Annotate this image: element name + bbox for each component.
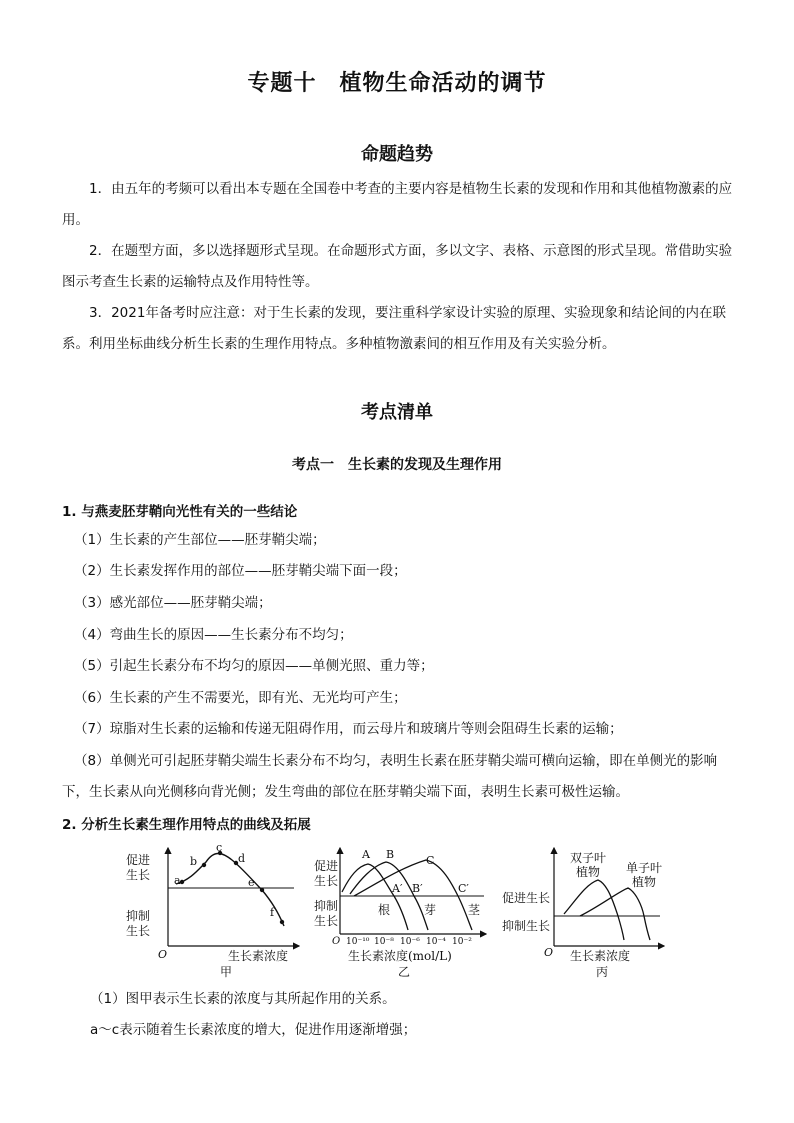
conclusion-item: （2）生长素发挥作用的部位——胚芽鞘尖端下面一段； (74, 563, 407, 579)
y-label: 促进 (314, 859, 339, 873)
curve-label: 单子叶 (626, 861, 663, 875)
figure-caption: 丙 (596, 965, 609, 979)
conclusion-item: （5）引起生长素分布不均匀的原因——单侧光照、重力等； (74, 658, 434, 674)
origin-label: O (544, 946, 554, 959)
peak-label: C (426, 854, 435, 867)
y-label: 促进生长 (502, 891, 551, 905)
point-label: b (190, 855, 198, 868)
point-b (202, 863, 206, 867)
y-label: 抑制 (314, 899, 339, 913)
peak-label: B (386, 848, 395, 861)
y-label: 抑制 (126, 909, 151, 923)
conclusion-item: （7）琼脂对生长素的运输和传递无阻碍作用，而云母片和玻璃片等则会阻碍生长素的运输； (74, 721, 623, 737)
curve-label: 植物 (576, 865, 601, 879)
tick-label: 10⁻⁶ (400, 937, 420, 947)
checklist-heading: 考点清单 (361, 402, 433, 423)
y-label: 抑制生长 (502, 919, 551, 933)
x-label: 生长素浓度 (228, 949, 289, 963)
point-f (280, 920, 284, 924)
figure-caption: 乙 (398, 965, 411, 979)
figure-note: （1）图甲表示生长素的浓度与其所起作用的关系。 (90, 991, 396, 1007)
conclusion-item: （8）单侧光可引起胚芽鞘尖端生长素分布不均匀，表明生长素在胚芽鞘尖端可横向运输，即在单侧光的影响下，生长素从向光侧移向背光侧；发生弯曲的部位在胚芽鞘尖端下面，表明生长素可极性运输。 (62, 753, 718, 800)
conclusion-item: （6）生长素的产生不需要光，即有光、无光均可产生； (74, 690, 407, 706)
tick-label: 10⁻⁸ (374, 937, 394, 947)
trend-paragraph: 1．由五年的考频可以看出本专题在全国卷中考查的主要内容是植物生长素的发现和作用和其他植物激素的应用。 (62, 181, 733, 228)
organ-label: 芽 (424, 903, 437, 917)
page-title: 专题十 植物生命活动的调节 (247, 71, 547, 96)
tick-label: 10⁻¹⁰ (346, 937, 370, 947)
conclusion-item: （4）弯曲生长的原因——生长素分布不均匀； (74, 627, 353, 643)
point-label: e (248, 876, 255, 889)
x-label: 生长素浓度(mol/L) (348, 949, 452, 963)
curve-label: 双子叶 (570, 851, 607, 865)
origin-label: O (158, 948, 168, 961)
x-label: 生长素浓度 (570, 949, 631, 963)
tick-label: 10⁻² (452, 937, 472, 947)
conclusion-item: （1）生长素的产生部位——胚芽鞘尖端； (74, 532, 326, 548)
figure-bing (502, 848, 664, 979)
crossing-label: A′ (392, 882, 403, 895)
figure-caption: 甲 (220, 965, 233, 979)
y-label: 生长 (314, 874, 339, 888)
topic-subheading: 考点一 生长素的发现及生理作用 (292, 457, 502, 473)
y-label: 生长 (314, 914, 339, 928)
origin-label: O (332, 936, 341, 947)
root-curve (342, 864, 408, 930)
trend-heading: 命题趋势 (361, 144, 433, 165)
crossing-label: B′ (412, 882, 423, 895)
curve-label: 植物 (632, 875, 657, 889)
figure-jia (126, 841, 299, 979)
auxin-figures (124, 840, 672, 980)
organ-label: 根 (378, 903, 391, 917)
point-label: a (174, 874, 181, 887)
trend-paragraph: 3．2021年备考时应注意：对于生长素的发现，要注重科学家设计实验的原理、实验现象和结论间的内在联系。利用坐标曲线分析生长素的生理作用特点。多种植物激素间的相互作用及有关实验分析。 (62, 305, 726, 352)
trend-paragraph: 2．在题型方面，多以选择题形式呈现。在命题形式方面，多以文字、表格、示意图的形式呈现。常借助实验图示考查生长素的运输特点及作用特性等。 (62, 243, 733, 290)
point-label: d (238, 852, 246, 865)
tick-label: 10⁻⁴ (426, 937, 446, 947)
section-title: 2. 分析生长素生理作用特点的曲线及拓展 (62, 817, 311, 833)
y-label: 生长 (126, 924, 151, 938)
section-title: 1. 与燕麦胚芽鞘向光性有关的一些结论 (62, 504, 298, 520)
monocot-curve (580, 888, 650, 940)
point-label: c (216, 841, 223, 854)
peak-label: A (362, 848, 370, 861)
conclusion-item: （3）感光部位——胚芽鞘尖端； (74, 595, 272, 611)
figure-yi (314, 848, 486, 979)
crossing-label: C′ (458, 882, 469, 895)
figure-note: a～c表示随着生长素浓度的增大，促进作用逐渐增强； (90, 1022, 417, 1038)
y-label: 生长 (126, 868, 151, 882)
y-label: 促进 (126, 853, 151, 867)
point-label: f (270, 906, 275, 919)
organ-label: 茎 (468, 903, 481, 917)
dicot-curve (564, 880, 624, 940)
point-e (260, 888, 264, 892)
